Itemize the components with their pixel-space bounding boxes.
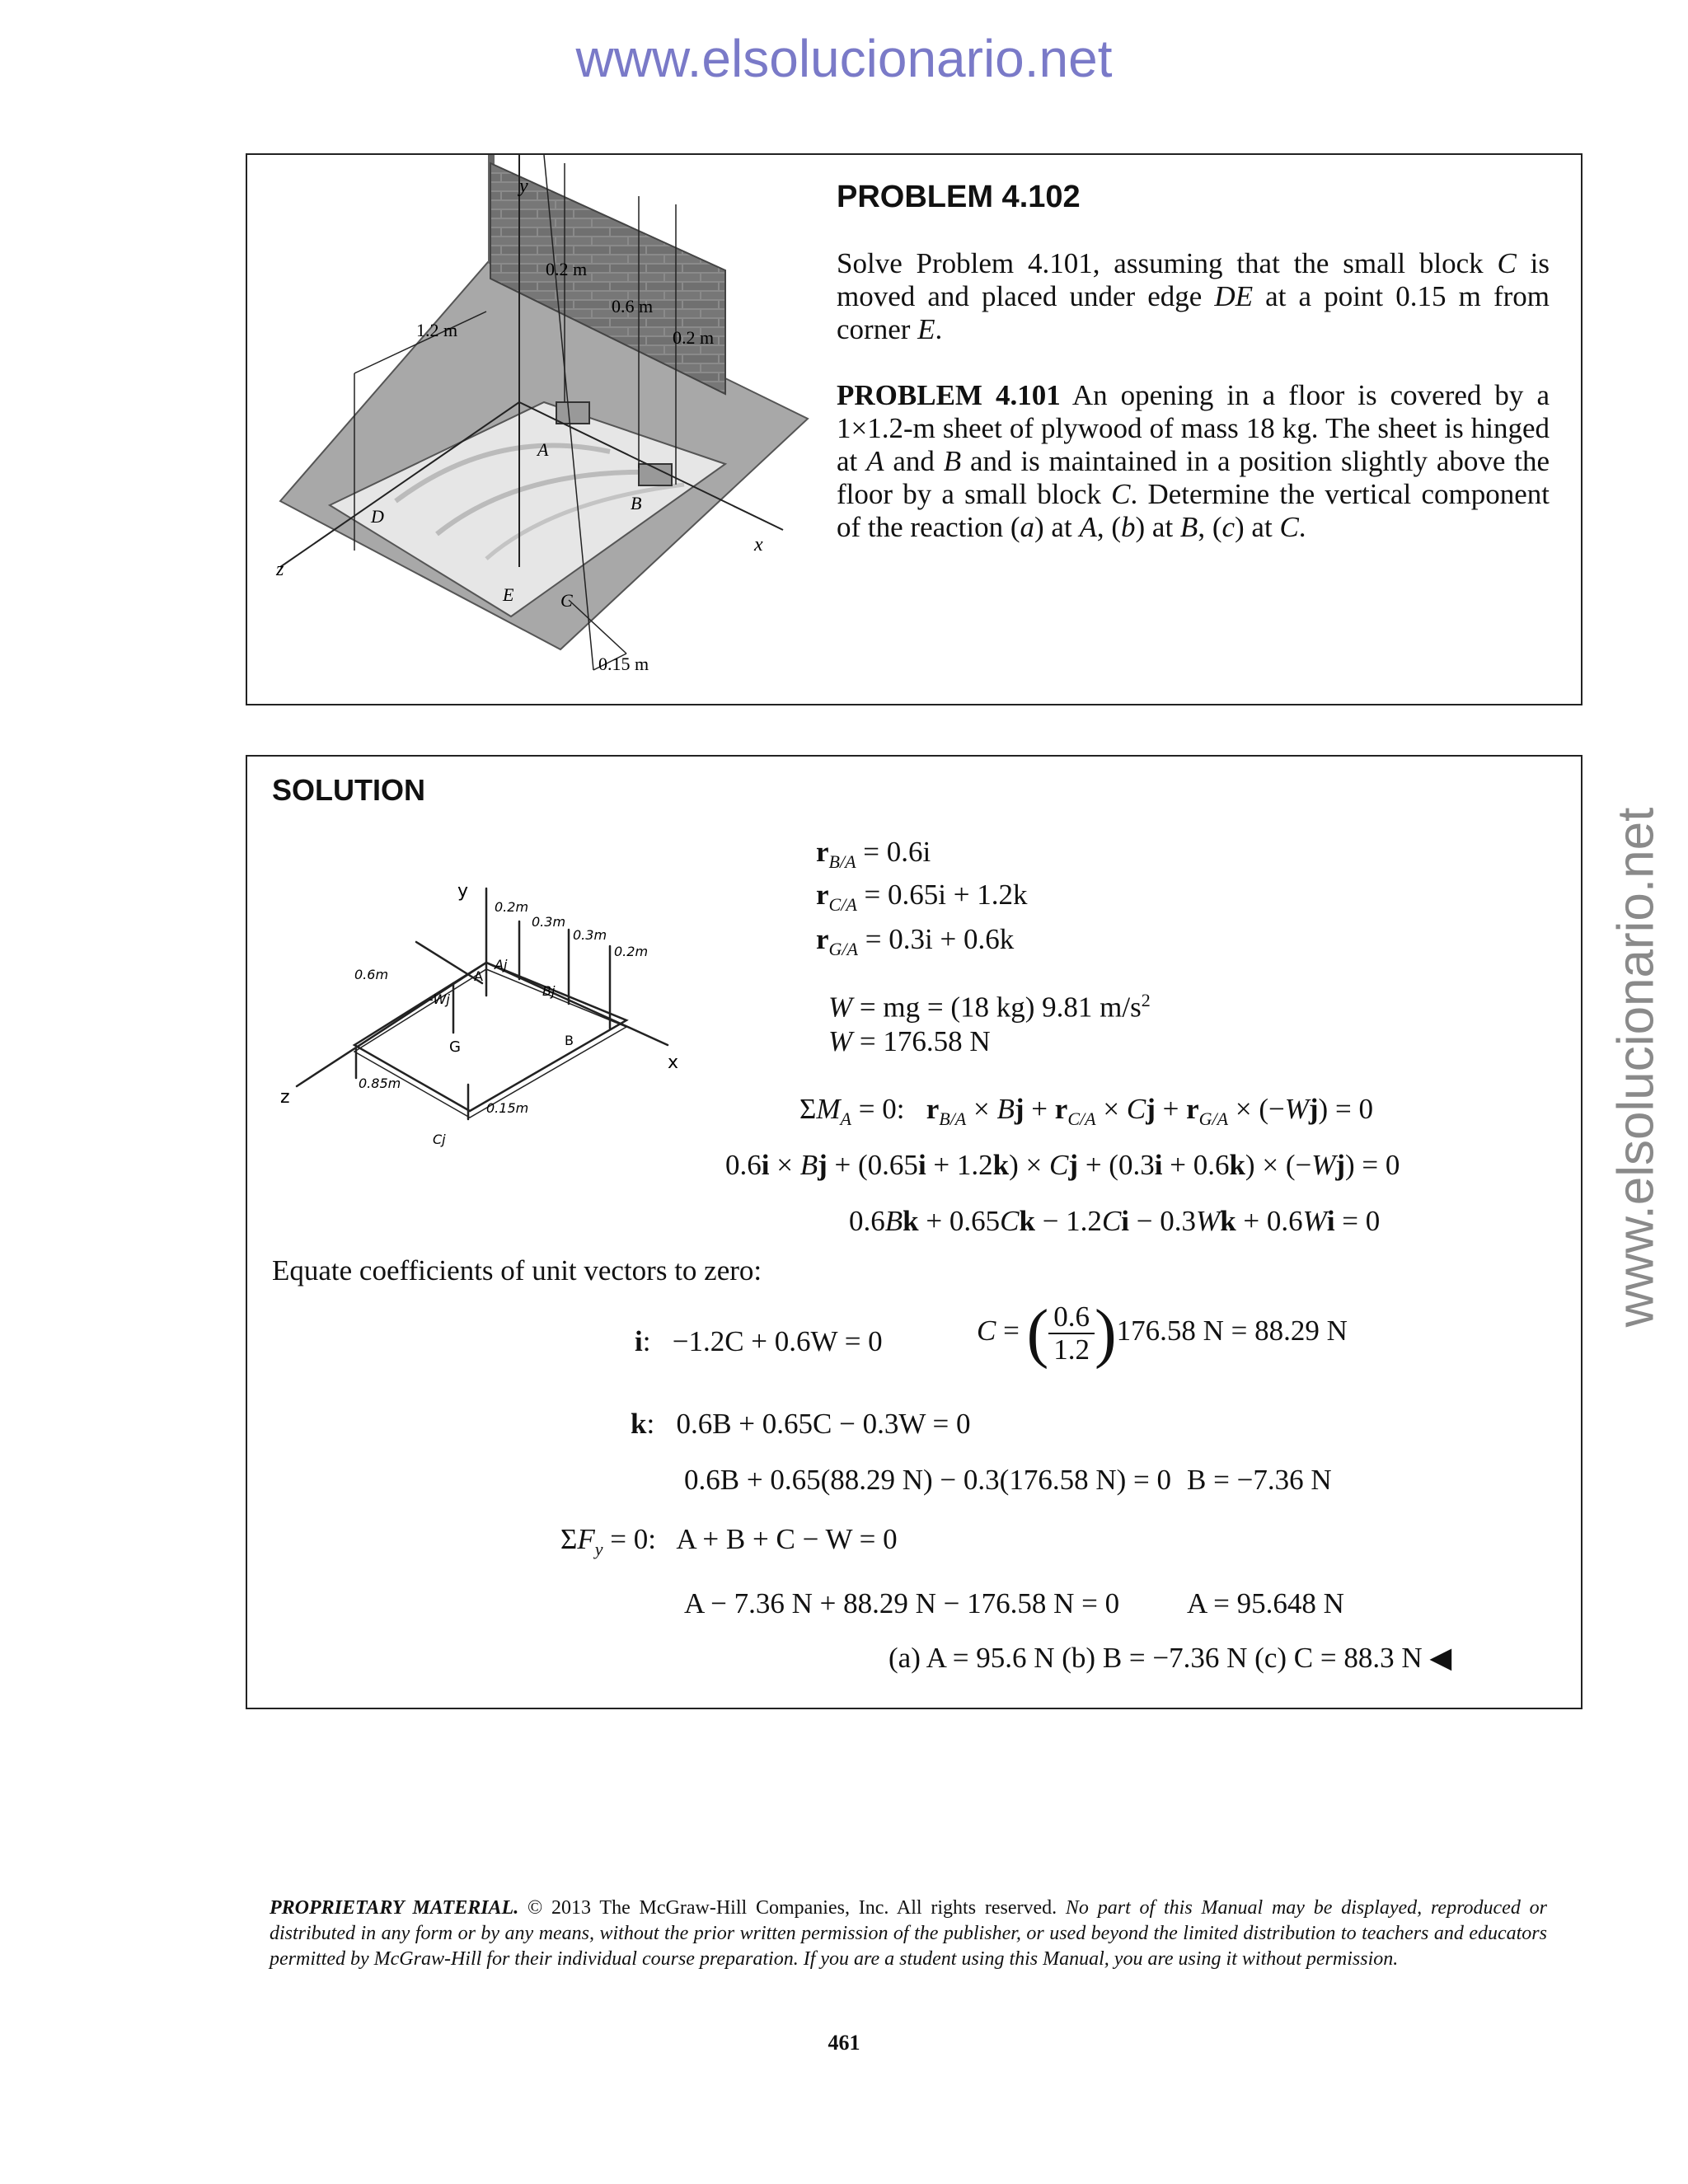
free-body-sketch <box>280 872 709 1169</box>
eq-b-result: B = −7.36 N <box>1187 1464 1332 1496</box>
fig-label-y: y <box>519 176 528 197</box>
sketch-d015: 0.15m <box>486 1100 529 1116</box>
fig-label-x: x <box>754 534 763 555</box>
fig-label-e: E <box>503 584 514 605</box>
eq-r-ba: $r_{B/A} = 0.6i$ <box>816 836 931 872</box>
watermark-side: www.elsolucionario.net <box>1607 807 1665 1328</box>
sketch-d02a: 0.2m <box>495 899 529 915</box>
sketch-y: y <box>457 881 469 902</box>
problem-101-statement: PROBLEM 4.101 An opening in a floor is covered by a 1×1.2-m sheet of plywood of mass 18 kg. The sheet is hinged at A and B and is maintained in a position slightly above the floor by a small block C. Determine the vertical component of the reaction (a) at A, (b) at B, (c) at C. <box>837 379 1550 543</box>
footer-copyright: PROPRIETARY MATERIAL. © 2013 The McGraw-Hill Companies, Inc. All rights reserved. No part of this Manual may be displayed, reproduced or distributed in any form or by any means, without the prior written permission of the publisher, or used beyond the limited distribution to teachers and educators permitted by McGraw-Hill for their individual course preparation. If you are a student using this Manual, you are using it without permission. <box>270 1897 1547 1970</box>
watermark-top: www.elsolucionario.net <box>575 29 1113 88</box>
equate-text: Equate coefficients of unit vectors to zero: <box>272 1254 762 1286</box>
sketch-cj: Cj <box>433 1132 446 1147</box>
fig-dim-06: 0.6 m <box>612 296 654 316</box>
fig-dim-015: 0.15 m <box>598 654 649 674</box>
eq-c-solution: C = ( $\frac{0.6}{1.2}$ )176.58 N = 88.29 N <box>977 1297 1348 1370</box>
hinge-a <box>556 402 589 424</box>
sketch-d085: 0.85m <box>359 1076 401 1091</box>
eq-i-component: i: −1.2C + 0.6W = 0 <box>635 1325 883 1357</box>
fig-dim-02a: 0.2 m <box>546 259 588 279</box>
sketch-d02b: 0.2m <box>614 944 649 959</box>
eq-weight-1: W = mg = (18 kg) 9.81 $m/s^2$ <box>828 990 1151 1024</box>
fig-label-z: z <box>276 559 284 580</box>
eq-fy-substituted: A − 7.36 N + 88.29 N − 176.58 N = 0 <box>684 1587 1120 1619</box>
eq-r-ca: $r_{C/A} = 0.65i + 1.2k$ <box>816 879 1028 915</box>
eq-k-substituted: 0.6B + 0.65(88.29 N) − 0.3(176.58 N) = 0 <box>684 1464 1171 1496</box>
sketch-wj: -Wj <box>429 991 450 1007</box>
fig-label-d: D <box>371 506 384 527</box>
sketch-aj: Aj <box>495 957 508 972</box>
sketch-d03b: 0.3m <box>573 927 607 943</box>
eq-a-result: A = 95.648 N <box>1187 1587 1344 1619</box>
sketch-d03a: 0.3m <box>532 914 566 930</box>
eq-moment-result: 0.6Bk + 0.65Ck − 1.2Ci − 0.3Wk + 0.6Wi = 0 <box>849 1205 1381 1237</box>
eq-moment-expanded: 0.6i × Bj + (0.65i + 1.2k) × Cj + (0.3i + 0.6k) × (−Wj) = 0 <box>725 1149 1400 1181</box>
sketch-x: x <box>668 1052 679 1073</box>
problem-statement: Solve Problem 4.101, assuming that the small block C is moved and placed under edge DE at a point 0.15 m from corner E. <box>837 247 1550 345</box>
eq-r-ga: $r_{G/A} = 0.3i + 0.6k$ <box>816 923 1015 959</box>
eq-weight-2: W = 176.58 N <box>828 1025 991 1057</box>
eq-k-component: k: 0.6B + 0.65C − 0.3W = 0 <box>631 1408 971 1440</box>
fig-dim-02b: 0.2 m <box>673 327 715 348</box>
problem-figure <box>247 155 824 699</box>
page-number: 461 <box>828 2031 860 2055</box>
solution-box <box>246 755 1582 1709</box>
sketch-b: B <box>565 1033 574 1048</box>
fig-label-c: C <box>560 590 573 611</box>
sketch-d06: 0.6m <box>354 967 389 982</box>
solution-title: SOLUTION <box>272 773 425 807</box>
final-answer: (a) A = 95.6 N (b) B = −7.36 N (c) C = 88.3 N ◀ <box>889 1642 1452 1674</box>
fig-dim-12: 1.2 m <box>416 320 458 340</box>
problem-box <box>246 153 1582 705</box>
eq-moment-a: $\Sigma M_A = 0$: $r_{B/A} \times Bj + r_{C/A} \times Cj + r_{G/A} \times (-Wj) = 0$ <box>799 1093 1373 1129</box>
eq-sum-fy: $\Sigma F_y = 0$: A + B + C − W = 0 <box>560 1523 898 1559</box>
fig-label-b: B <box>631 493 642 513</box>
sketch-bj: Bj <box>542 983 556 999</box>
sketch-z: z <box>280 1087 290 1108</box>
sketch-a: A <box>474 968 483 984</box>
fig-label-a: A <box>537 439 549 460</box>
problem-title: PROBLEM 4.102 <box>837 180 1081 214</box>
sketch-g: G <box>449 1038 461 1056</box>
